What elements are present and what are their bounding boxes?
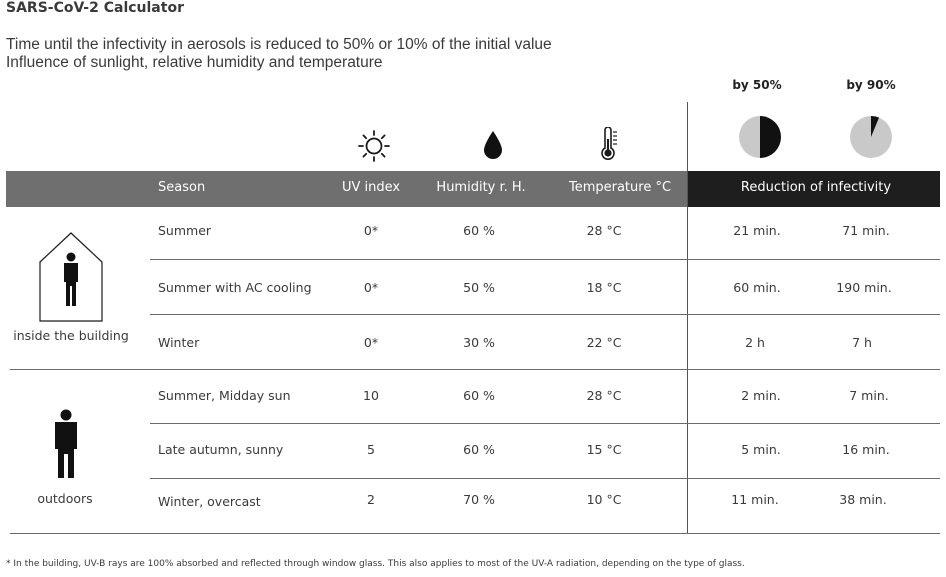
cell-reduction-50: 60 min.: [733, 280, 781, 295]
cell-temperature: 10 °C: [586, 492, 622, 507]
cell-season: Winter, overcast: [158, 494, 261, 509]
cell-temperature: 28 °C: [586, 388, 622, 403]
cell-reduction-50: 2 min.: [741, 388, 781, 403]
table-row: [0, 223, 946, 241]
cell-season: Late autumn, sunny: [158, 442, 284, 457]
cell-reduction-90: 7 h: [852, 335, 872, 350]
table-row: [0, 388, 946, 406]
cell-temperature: 18 °C: [586, 280, 622, 295]
cell-uv: 0*: [363, 223, 379, 238]
row-separator: [150, 314, 940, 315]
row-separator: [150, 423, 940, 424]
cell-uv: 10: [363, 388, 379, 403]
cell-reduction-50: 5 min.: [741, 442, 781, 457]
cell-humidity: 60 %: [463, 388, 495, 403]
row-separator: [150, 478, 940, 479]
header-humidity: Humidity r. H.: [436, 180, 526, 195]
cell-season: Winter: [158, 335, 200, 350]
ninety-percent-pie-icon: [849, 115, 893, 163]
thermometer-icon: [599, 127, 621, 165]
cell-reduction-90: 71 min.: [842, 223, 890, 238]
cell-temperature: 15 °C: [586, 442, 622, 457]
cell-reduction-90: 190 min.: [836, 280, 892, 295]
cell-humidity: 50 %: [463, 280, 495, 295]
footnote: * In the building, UV-B rays are 100% absorbed and reflected through window glass. This also applies to most of the UV-A radiation, depending on the type of glass.: [6, 559, 745, 569]
row-separator: [150, 259, 940, 260]
table-row: [0, 442, 946, 460]
cell-humidity: 60 %: [463, 442, 495, 457]
table-row: [0, 492, 946, 510]
cell-uv: 2: [367, 492, 375, 507]
person-in-house-icon: [39, 232, 103, 326]
half-pie-icon: [738, 115, 782, 163]
table-bottom-border: [10, 533, 940, 534]
cell-uv: 5: [367, 442, 375, 457]
cell-season: Summer: [158, 223, 212, 238]
cell-reduction-50: 11 min.: [731, 492, 779, 507]
cell-humidity: 70 %: [463, 492, 495, 507]
page-title: SARS-CoV-2 Calculator: [6, 0, 184, 16]
subtitle-line-2: Influence of sunlight, relative humidity and temperature: [6, 54, 383, 71]
cell-season: Summer with AC cooling: [158, 280, 312, 295]
table-row: [0, 335, 946, 353]
cell-reduction-90: 7 min.: [849, 388, 889, 403]
subtitle-line-1: Time until the infectivity in aerosols is reduced to 50% or 10% of the initial value: [6, 36, 552, 53]
cell-reduction-50: 2 h: [745, 335, 765, 350]
header-reduction: Reduction of infectivity: [740, 180, 892, 195]
header-uv-index: UV index: [341, 180, 401, 195]
cell-reduction-90: 38 min.: [839, 492, 887, 507]
group-label-outdoors: outdoors: [37, 491, 93, 506]
sun-icon: [357, 129, 391, 167]
cell-reduction-90: 16 min.: [842, 442, 890, 457]
label-by-50: by 50%: [732, 78, 782, 92]
label-by-90: by 90%: [846, 78, 896, 92]
cell-reduction-50: 21 min.: [733, 223, 781, 238]
water-drop-icon: [482, 130, 504, 164]
cell-humidity: 60 %: [463, 223, 495, 238]
group-label-inside: inside the building: [13, 328, 129, 343]
column-divider: [687, 102, 688, 534]
cell-temperature: 28 °C: [586, 223, 622, 238]
cell-uv: 0*: [363, 335, 379, 350]
cell-temperature: 22 °C: [586, 335, 622, 350]
cell-season: Summer, Midday sun: [158, 388, 291, 403]
cell-humidity: 30 %: [463, 335, 495, 350]
header-season: Season: [158, 180, 206, 195]
header-temperature: Temperature °C: [568, 180, 672, 195]
group-separator: [10, 369, 940, 370]
cell-uv: 0*: [363, 280, 379, 295]
table-row: [0, 280, 946, 298]
